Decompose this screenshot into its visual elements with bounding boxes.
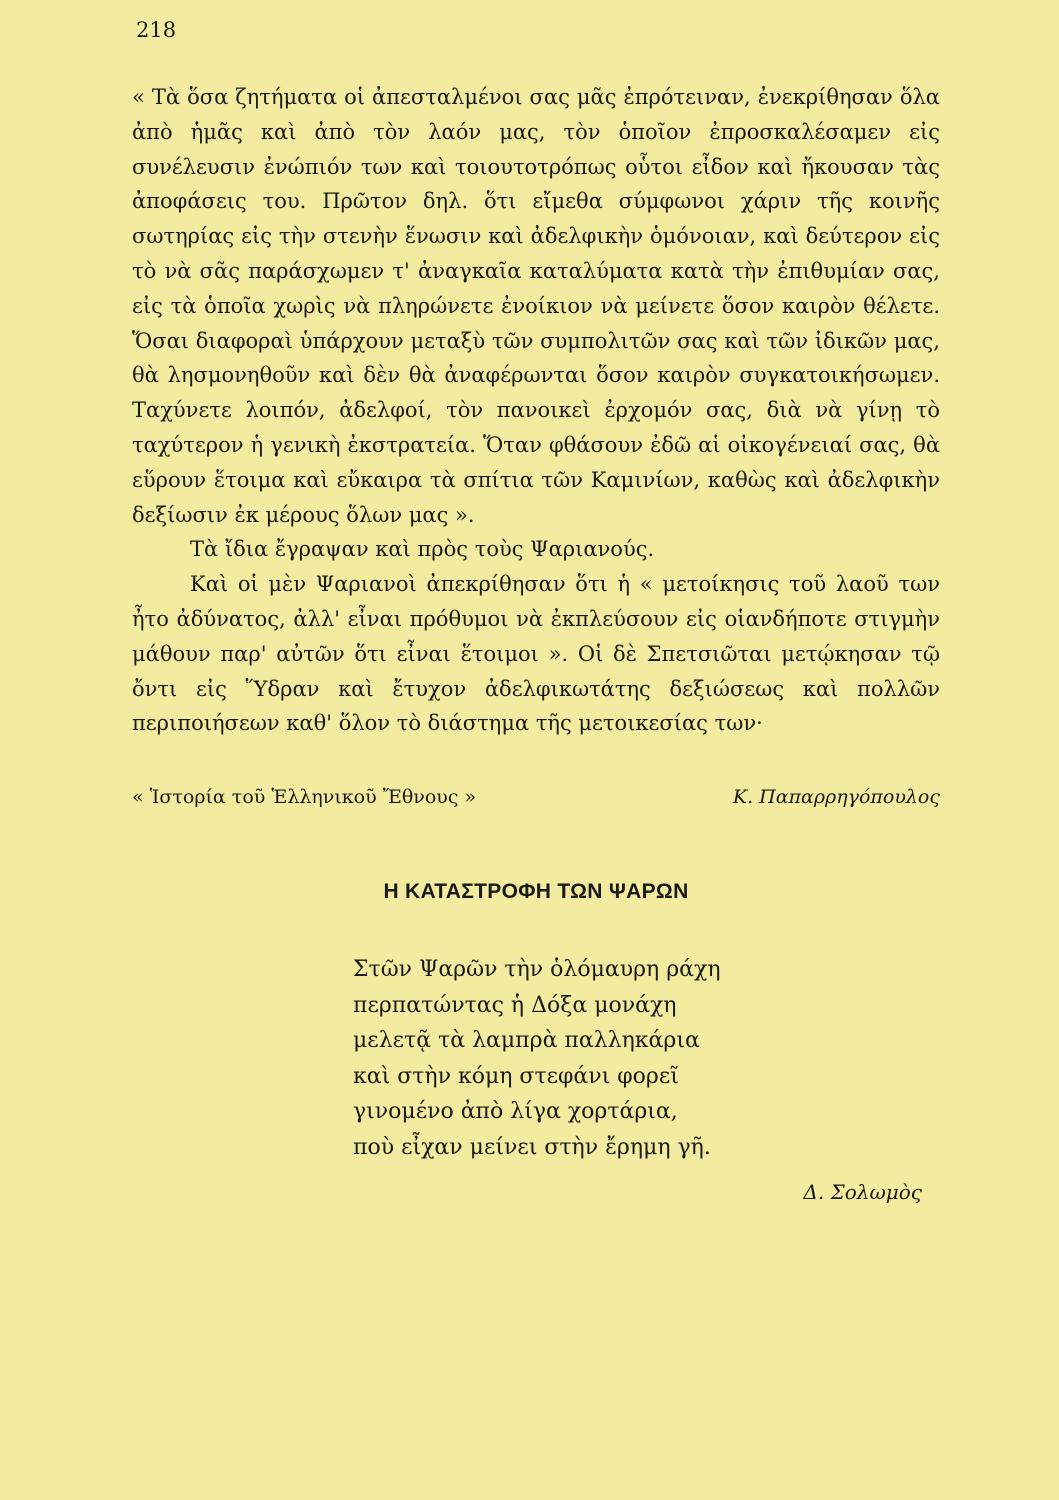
source-citation — [132, 786, 940, 816]
poem-line: καὶ στὴν κόμη στεφάνι φορεῖ — [353, 1063, 679, 1089]
poem-line: γινομένο ἀπὸ λίγα χορτάρια, — [353, 1099, 678, 1124]
poem-line: περπατώντας ἡ Δόξα μονάχη — [353, 992, 677, 1018]
poem-line: ποὺ εἶχαν μείνει στὴν ἔρημη γῆ. — [353, 1134, 711, 1160]
psariots-letter-paragraph: Τὰ ἴδια ἔγραψαν καὶ πρὸς τοὺς Ψαριανούς. — [190, 537, 655, 562]
reply-paragraph: Καὶ οἱ μὲν Ψαριανοὶ ἀπεκρίθησαν ὅτι ἡ « μετοίκησις τοῦ λαοῦ των ἦτο ἀδύνατος, ἀλλ' εἶναι πρόθυμοι νὰ ἐκπλεύσουν εἰς οἱανδήποτε στιγμὴν μάθουν παρ' αὐτῶν ὅτι εἶναι ἕτοιμοι ». Οἱ δὲ Σπετσιῶται μετῴκησαν τῷ ὄντι εἰς Ὕδραν καὶ ἔτυχον ἀδελφικωτάτης δεξιώσεως καὶ πολλῶν περιποιήσεων καθ' ὅλον τὸ διάστημα τῆς μετοικεσίας των· — [132, 572, 940, 736]
poem-stanza — [353, 952, 721, 1165]
poem-line: μελετᾷ τὰ λαμπρὰ παλληκάρια — [353, 1028, 700, 1053]
poem-author: Δ. Σολωμὸς — [803, 1180, 922, 1204]
prose-body — [132, 80, 940, 741]
poem-title: Η ΚΑΤΑΣΤΡΟΦΗ ΤΩΝ ΨΑΡΩΝ — [383, 880, 689, 903]
source-work: « Ἱστορία τοῦ Ἑλληνικοῦ Ἔθνους » — [132, 786, 477, 808]
letter-quote-paragraph: « Τὰ ὅσα ζητήματα οἱ ἀπεσταλμένοι σας μᾶς ἐπρότειναν, ἐνεκρίθησαν ὅλα ἀπὸ ἡμᾶς καὶ ἀπὸ τὸν λαόν μας, τὸν ὁποῖον ἐπροσκαλέσαμεν εἰς συνέλευσιν ἐνώπιόν των καὶ τοιουτοτρόπως οὗτοι εἶδον καὶ ἤκουσαν τὰς ἀποφάσεις του. Πρῶτον δηλ. ὅτι εἴμεθα σύμφωνοι χάριν τῆς κοινῆς σωτηρίας εἰς τὴν στενὴν ἕνωσιν καὶ ἀδελφικὴν ὁμόνοιαν, καὶ δεύτερον εἰς τὸ νὰ σᾶς παράσχωμεν τ' ἀναγκαῖα καταλύματα κατὰ τὴν ἐπιθυμίαν σας, εἰς τὰ ὁποῖα χωρὶς νὰ πληρώνετε ἐνοίκιον νὰ μείνετε ὅσον καιρὸν θέλετε. Ὅσαι διαφοραὶ ὑπάρχουν μεταξὺ τῶν συμπολιτῶν σας καὶ τῶν ἰδικῶν μας, θὰ λησμονηθοῦν καὶ δὲν θὰ ἀναφέρωνται ὅσον καιρὸν συγκατοικήσωμεν. Ταχύνετε λοιπόν, ἀδελφοί, τὸν πανοικεὶ ἐρχομόν σας, διὰ νὰ γίνῃ τὸ ταχύτερον ἡ γενικὴ ἐκστρατεία. Ὅταν φθάσουν ἐδῶ αἱ οἰκογένειαί σας, θὰ εὕρουν ἕτοιμα καὶ εὔκαιρα τὰ σπίτια τῶν Καμινίων, καθὼς καὶ ἀδελφικὴν δεξίωσιν ἐκ μέρους ὅλων μας ». — [132, 85, 940, 527]
page-number: 218 — [136, 18, 177, 42]
source-author: Κ. Παπαρρηγόπουλος — [732, 786, 940, 808]
poem-line: Στῶν Ψαρῶν τὴν ὁλόμαυρη ράχη — [353, 957, 721, 982]
